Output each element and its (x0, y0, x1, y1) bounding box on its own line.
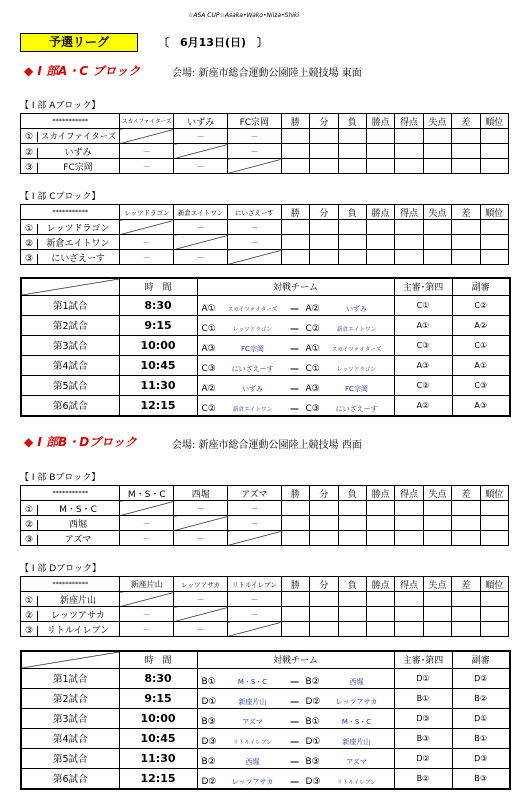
score-cell: － (227, 516, 281, 531)
diagonal-cell (227, 531, 281, 546)
assistant-referee: C③ (452, 375, 510, 395)
team-away: スカイファイターズ (331, 346, 382, 353)
col-points: 勝点 (366, 486, 394, 501)
stars-header: *********** (21, 205, 120, 220)
diagonal-cell (174, 607, 228, 622)
section2-venue: 会場: 新座市総合運動公園陸上競技場 西面 (172, 440, 362, 451)
team-no: ③ (21, 254, 38, 264)
match-time: 8:30 (119, 295, 197, 315)
schedule-row (21, 295, 510, 315)
match-number: 第1試合 (21, 295, 119, 315)
score-cell: － (174, 592, 228, 607)
col-draw: 分 (310, 486, 338, 501)
col-team: 新倉エイトワン (174, 205, 228, 220)
slot-home: B① (201, 676, 216, 687)
team-home: M・S・C (237, 677, 268, 686)
score-cell: － (174, 129, 228, 144)
team-name: M・S・C (59, 504, 97, 515)
assistant-referee: A② (452, 315, 510, 335)
score-cell: － (227, 235, 281, 250)
vs-separator: ― (290, 696, 299, 706)
match-number: 第1試合 (21, 668, 119, 688)
score-cell: － (174, 531, 228, 546)
col-time: 時 間 (119, 278, 197, 295)
table-row (21, 516, 509, 531)
schedule-row (21, 768, 510, 789)
col-assistant: 副審 (452, 278, 510, 295)
col-win: 勝 (281, 486, 309, 501)
page-title: 予選リーグ (20, 33, 138, 52)
team-no: ② (21, 520, 38, 530)
team-name: アズマ (64, 534, 92, 545)
team-home: FC宗岡 (241, 344, 264, 353)
slot-away: D③ (305, 776, 321, 787)
slot-home: A② (201, 383, 216, 394)
diagonal-cell (227, 622, 281, 637)
col-team: 西堀 (174, 486, 228, 501)
match-time: 10:45 (119, 728, 197, 748)
match-teams (197, 688, 394, 708)
schedule1-table (20, 277, 511, 417)
team-home: リトルイレブン (233, 739, 272, 746)
match-number: 第5試合 (21, 748, 119, 768)
col-rank: 順位 (480, 114, 508, 129)
slot-away: B② (305, 676, 320, 687)
score-cell: － (120, 531, 174, 546)
slot-home: B③ (201, 716, 216, 727)
col-win: 勝 (281, 577, 309, 592)
slot-home: A③ (201, 343, 216, 354)
diagonal-cell (21, 651, 119, 668)
assistant-referee: A③ (452, 395, 510, 416)
team-no: ② (21, 148, 38, 158)
referee: B③ (394, 728, 452, 748)
assistant-referee: B① (452, 728, 510, 748)
col-rank: 順位 (480, 205, 508, 220)
col-goals-for: 得点 (395, 114, 423, 129)
referee: C③ (394, 335, 452, 355)
table-row (21, 501, 509, 516)
schedule-row (21, 375, 510, 395)
vs-separator: ― (290, 403, 299, 413)
vs-separator: ― (290, 676, 299, 686)
col-goals-for: 得点 (395, 577, 423, 592)
referee: A② (394, 395, 452, 416)
col-match: 対戦チーム (197, 278, 394, 295)
team-no: ③ (21, 535, 38, 545)
referee: D① (394, 668, 452, 688)
match-teams (197, 335, 394, 355)
match-teams (197, 728, 394, 748)
col-diff: 差 (452, 205, 480, 220)
referee: B② (394, 768, 452, 789)
match-time: 11:30 (119, 748, 197, 768)
diagonal-cell (227, 250, 281, 265)
col-goals-against: 失点 (423, 486, 451, 501)
team-away: M・S・C (341, 717, 372, 726)
table-row (21, 159, 509, 174)
col-team: M・S・C (120, 486, 174, 501)
diagonal-cell (21, 278, 119, 295)
col-loss: 負 (338, 114, 366, 129)
assistant-referee: C② (452, 295, 510, 315)
slot-away: B① (305, 716, 320, 727)
match-number: 第2試合 (21, 688, 119, 708)
referee: C② (394, 375, 452, 395)
header-line: ☆ASA CUP☆Asaka•Wako•Niiza•Shiki (188, 12, 300, 19)
assistant-referee: A① (452, 355, 510, 375)
team-away: レッツアサカ (335, 697, 378, 706)
col-team: スカイファイターズ (120, 114, 174, 129)
match-number: 第6試合 (21, 768, 119, 789)
blockC-title: 【 I 部 Cブロック】 (20, 192, 101, 202)
match-teams (197, 708, 394, 728)
score-cell: － (120, 159, 174, 174)
col-goals-against: 失点 (423, 577, 451, 592)
col-goals-against: 失点 (423, 205, 451, 220)
match-time: 10:45 (119, 355, 197, 375)
team-home: 西堀 (245, 757, 260, 766)
vs-separator: ― (290, 323, 299, 333)
team-no: ① (21, 132, 38, 142)
schedule-row (21, 335, 510, 355)
vs-separator: ― (290, 716, 299, 726)
match-time: 12:15 (119, 395, 197, 416)
match-teams (197, 395, 394, 416)
slot-away: C② (305, 323, 320, 334)
match-number: 第3試合 (21, 335, 119, 355)
team-no: ③ (21, 163, 38, 173)
score-cell: － (120, 235, 174, 250)
match-teams (197, 375, 394, 395)
blockD-standings (20, 576, 509, 637)
referee: A① (394, 315, 452, 335)
col-assistant: 副審 (452, 651, 510, 668)
slot-away: A③ (305, 383, 320, 394)
blockC-standings (20, 204, 509, 265)
score-cell: － (174, 622, 228, 637)
score-cell: － (227, 501, 281, 516)
slot-home: A① (201, 303, 216, 314)
team-away: 新座片山 (342, 737, 371, 746)
match-time: 9:15 (119, 688, 197, 708)
blockB-standings (20, 485, 509, 546)
col-referee: 主審･第四 (394, 651, 452, 668)
team-away: 西堀 (349, 677, 364, 686)
table-row (21, 592, 509, 607)
score-cell: － (120, 607, 174, 622)
diagonal-cell (120, 129, 174, 144)
schedule-row (21, 355, 510, 375)
col-match: 対戦チーム (197, 651, 394, 668)
vs-separator: ― (290, 736, 299, 746)
stars-header: *********** (21, 577, 120, 592)
score-cell: － (120, 622, 174, 637)
match-time: 10:00 (119, 335, 197, 355)
col-points: 勝点 (366, 114, 394, 129)
col-team: レッツアサカ (174, 577, 228, 592)
schedule-row (21, 728, 510, 748)
col-diff: 差 (452, 486, 480, 501)
match-time: 12:15 (119, 768, 197, 789)
col-goals-against: 失点 (423, 114, 451, 129)
referee: C① (394, 295, 452, 315)
score-cell: － (227, 592, 281, 607)
match-teams (197, 748, 394, 768)
vs-separator: ― (290, 363, 299, 373)
table-row (21, 622, 509, 637)
col-rank: 順位 (480, 577, 508, 592)
col-draw: 分 (310, 577, 338, 592)
table-row (21, 607, 509, 622)
team-away: FC宗岡 (345, 384, 368, 393)
team-away: レッツドラゴン (336, 366, 377, 373)
col-team: 新座片山 (120, 577, 174, 592)
diagonal-cell (120, 501, 174, 516)
match-number: 第4試合 (21, 355, 119, 375)
slot-away: A② (305, 303, 320, 314)
col-team: いずみ (174, 114, 228, 129)
schedule-row (21, 688, 510, 708)
score-cell: － (120, 516, 174, 531)
team-home: レッツドラゴン (232, 326, 273, 333)
team-away: いずみ (346, 304, 367, 313)
slot-away: D② (305, 696, 321, 707)
match-time: 9:15 (119, 315, 197, 335)
schedule-row (21, 668, 510, 688)
col-win: 勝 (281, 114, 309, 129)
assistant-referee: D③ (452, 748, 510, 768)
team-name: リトルイレブン (46, 625, 110, 636)
slot-away: C③ (305, 403, 320, 414)
col-team: アズマ (227, 486, 281, 501)
diagonal-cell (120, 592, 174, 607)
team-name: 西堀 (68, 519, 87, 530)
vs-separator: ― (290, 343, 299, 353)
schedule-row (21, 748, 510, 768)
assistant-referee: B② (452, 688, 510, 708)
table-row (21, 235, 509, 250)
slot-home: D③ (201, 736, 217, 747)
diagonal-cell (227, 159, 281, 174)
schedule-row (21, 395, 510, 416)
team-home: アズマ (242, 717, 263, 726)
team-name: スカイファイターズ (40, 132, 117, 142)
team-no: ③ (21, 626, 38, 636)
col-time: 時 間 (119, 651, 197, 668)
diagonal-cell (120, 220, 174, 235)
team-name: レッツアサカ (51, 610, 105, 621)
team-home: レッツアサカ (231, 777, 274, 786)
team-name: にいざえーす (51, 253, 105, 264)
section2-label: ◆ I 部B・Dブロック (24, 435, 137, 449)
schedule-row (21, 708, 510, 728)
match-time: 11:30 (119, 375, 197, 395)
score-cell: － (120, 144, 174, 159)
col-referee: 主審･第四 (394, 278, 452, 295)
referee: B① (394, 688, 452, 708)
blockA-standings (20, 113, 509, 174)
team-away: リトルイレブン (337, 779, 376, 786)
score-cell: － (227, 220, 281, 235)
match-number: 第3試合 (21, 708, 119, 728)
team-home: にいざえーす (231, 364, 274, 373)
referee: D② (394, 748, 452, 768)
team-no: ② (21, 611, 38, 621)
assistant-referee: C① (452, 335, 510, 355)
score-cell: － (174, 250, 228, 265)
score-cell: － (174, 220, 228, 235)
match-number: 第5試合 (21, 375, 119, 395)
col-draw: 分 (310, 114, 338, 129)
slot-home: C② (201, 403, 216, 414)
slot-home: B② (201, 756, 216, 767)
section1-venue: 会場: 新座市総合運動公園陸上競技場 東面 (172, 68, 362, 79)
col-goals-for: 得点 (395, 486, 423, 501)
col-draw: 分 (310, 205, 338, 220)
col-diff: 差 (452, 577, 480, 592)
score-cell: － (120, 250, 174, 265)
slot-home: D① (201, 696, 217, 707)
schedule-row (21, 315, 510, 335)
score-cell: － (174, 159, 228, 174)
col-loss: 負 (338, 486, 366, 501)
vs-separator: ― (290, 776, 299, 786)
blockD-title: 【 I 部 Dブロック】 (20, 564, 101, 574)
col-goals-for: 得点 (395, 205, 423, 220)
match-teams (197, 315, 394, 335)
slot-away: A① (305, 343, 320, 354)
score-cell: － (227, 607, 281, 622)
blockB-title: 【 I 部 Bブロック】 (20, 473, 101, 483)
slot-away: B③ (305, 756, 320, 767)
schedule2-table (20, 650, 511, 790)
match-number: 第4試合 (21, 728, 119, 748)
assistant-referee: D② (452, 668, 510, 688)
match-teams (197, 668, 394, 688)
vs-separator: ― (290, 303, 299, 313)
score-cell: － (227, 144, 281, 159)
table-row (21, 129, 509, 144)
match-time: 8:30 (119, 668, 197, 688)
match-number: 第2試合 (21, 315, 119, 335)
team-away: 新倉エイトワン (336, 326, 377, 333)
referee: A③ (394, 355, 452, 375)
match-number: 第6試合 (21, 395, 119, 416)
vs-separator: ― (290, 756, 299, 766)
stars-header: *********** (21, 114, 120, 129)
team-away: アズマ (346, 757, 367, 766)
team-name: いずみ (64, 147, 92, 158)
match-teams (197, 768, 394, 789)
match-teams (197, 355, 394, 375)
col-win: 勝 (281, 205, 309, 220)
score-cell: － (174, 501, 228, 516)
table-row (21, 144, 509, 159)
date-label: 〔 6月13日(日) 〕 (158, 36, 269, 49)
team-name: レッツドラゴン (46, 223, 110, 234)
table-row (21, 250, 509, 265)
col-points: 勝点 (366, 205, 394, 220)
slot-home: C① (201, 323, 216, 334)
team-no: ① (21, 505, 38, 515)
team-name: FC宗岡 (63, 162, 93, 173)
team-name: 新倉エイトワン (46, 238, 110, 249)
col-team: にいざえーす (227, 205, 281, 220)
section1-label: ◆ I 部A・C ブロック (24, 64, 141, 78)
team-name: 新座片山 (59, 595, 96, 606)
col-diff: 差 (452, 114, 480, 129)
slot-away: C① (305, 363, 320, 374)
diagonal-cell (174, 144, 228, 159)
team-no: ① (21, 224, 38, 234)
referee: D③ (394, 708, 452, 728)
col-rank: 順位 (480, 486, 508, 501)
col-points: 勝点 (366, 577, 394, 592)
table-row (21, 531, 509, 546)
blockA-title: 【 I 部 Aブロック】 (20, 101, 101, 111)
col-loss: 負 (338, 205, 366, 220)
table-row (21, 220, 509, 235)
match-teams (197, 295, 394, 315)
slot-home: C③ (201, 363, 216, 374)
slot-away: D① (305, 736, 321, 747)
diagonal-cell (174, 235, 228, 250)
col-team: リトルイレブン (227, 577, 281, 592)
team-away: にいざえーす (335, 404, 378, 413)
col-loss: 負 (338, 577, 366, 592)
slot-home: D② (201, 776, 217, 787)
team-home: いずみ (242, 384, 263, 393)
team-home: スカイファイターズ (227, 306, 278, 313)
col-team: FC宗岡 (227, 114, 281, 129)
vs-separator: ― (290, 383, 299, 393)
assistant-referee: D① (452, 708, 510, 728)
team-no: ② (21, 239, 38, 249)
stars-header: *********** (21, 486, 120, 501)
score-cell: － (227, 129, 281, 144)
team-home: 新倉エイトワン (232, 406, 273, 413)
assistant-referee: B③ (452, 768, 510, 789)
team-no: ① (21, 596, 38, 606)
match-time: 10:00 (119, 708, 197, 728)
team-home: 新座片山 (238, 697, 267, 706)
diagonal-cell (174, 516, 228, 531)
col-team: レッツドラゴン (120, 205, 174, 220)
